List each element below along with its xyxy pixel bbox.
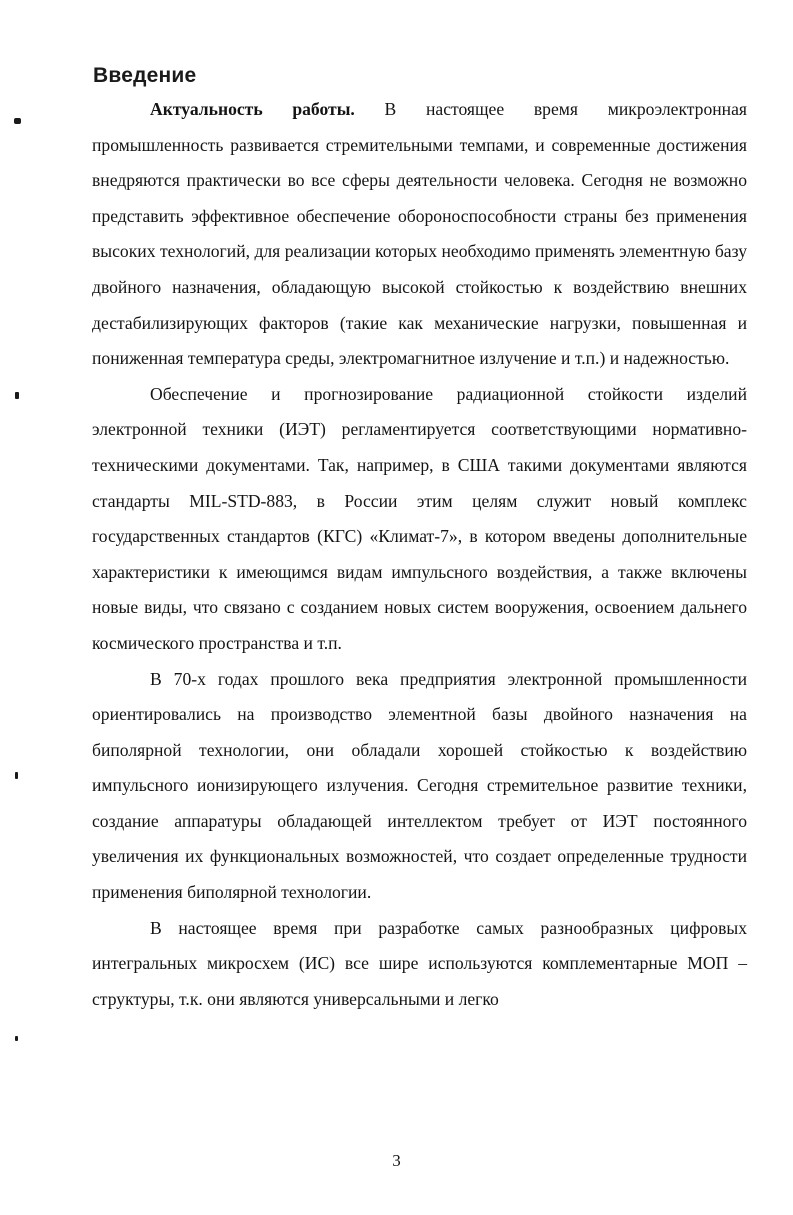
scan-mark bbox=[15, 772, 18, 779]
scan-mark bbox=[14, 118, 21, 124]
body-text bbox=[92, 92, 747, 1017]
paragraph-lead: Актуальность работы. bbox=[150, 99, 355, 119]
page-number: 3 bbox=[392, 1151, 401, 1170]
paragraph-1 bbox=[92, 92, 747, 377]
paragraph-4: В настоящее время при разработке самых разнообразных цифровых интегральных микросхем (ИС) все шире используются комплементарные МОП – структуры, т.к. они являются универсальными и легко bbox=[92, 917, 747, 1009]
scan-mark bbox=[15, 392, 19, 399]
paragraph-3: В 70-х годах прошлого века предприятия электронной промышленности ориентировались на производство элементной базы двойного назначения на биполярной технологии, они обладали хорошей стойкостью к воздействию импульсного ионизирующего излучения. Сегодня стремительное развитие техники, создание аппаратуры обладающей интеллектом требует от ИЭТ постоянного увеличения их функциональных возможностей, что создает определенные трудности применения биполярной технологии. bbox=[92, 668, 747, 903]
paragraph-text: В настоящее время микроэлектронная промышленность развивается стремительными темпами, и современные достижения внедряются практически во все сферы деятельности человека. Сегодня не возможно представить эффективное обеспечение обороноспособности страны без применения высоких технологий, для реализации которых необходимо применять элементную базу двойного назначения, обладающую высокой стойкостью к воздействию внешних дестабилизирующих факторов (такие как механические нагрузки, повышенная и пониженная температура среды, электромагнитное излучение и т.п.) и надежностью. bbox=[92, 99, 747, 369]
section-heading: Введение bbox=[93, 64, 197, 87]
paragraph-2: Обеспечение и прогнозирование радиационной стойкости изделий электронной техники (ИЭТ) регламентируется соответствующими нормативно-техническими документами. Так, например, в США такими документами являются стандарты MIL-STD-883, в России этим целям служит новый комплекс государственных стандартов (КГС) «Климат-7», в котором введены дополнительные характеристики к имеющимся видам импульсного воздействия, а также включены новые виды, что связано с созданием новых систем вооружения, освоением дальнего космического пространства и т.п. bbox=[92, 383, 747, 653]
scan-mark bbox=[15, 1036, 18, 1041]
